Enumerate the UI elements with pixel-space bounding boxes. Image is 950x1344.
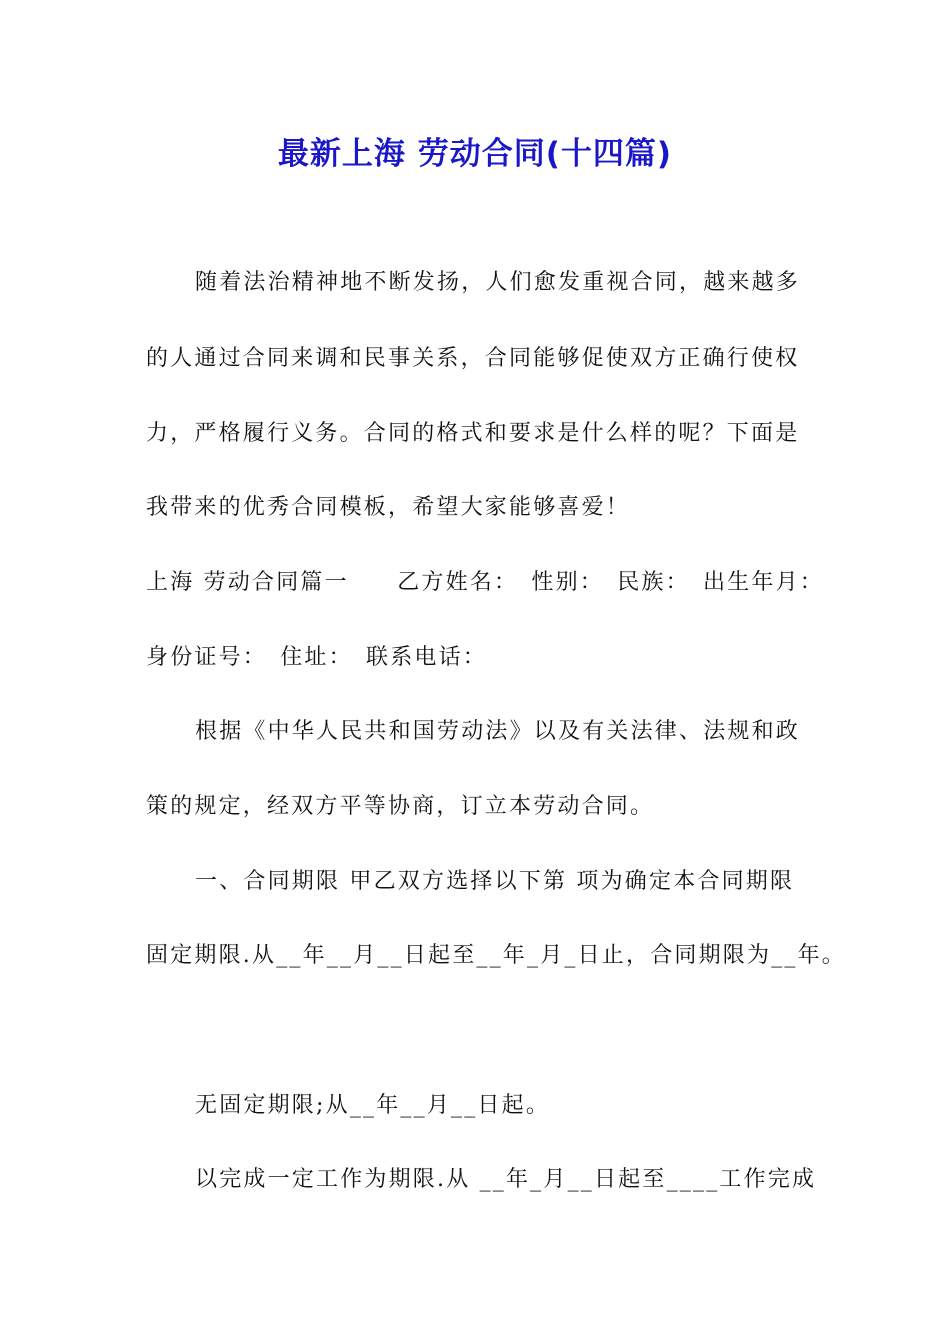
section-heading-line: 上海 劳动合同篇一 乙方姓名： 性别： 民族： 出生年月： [146, 570, 824, 595]
paragraph-line: 我带来的优秀合同模板，希望大家能够喜爱！ [146, 495, 631, 520]
paragraph-line: 力，严格履行义务。合同的格式和要求是什么样的呢？下面是 [146, 421, 800, 446]
paragraph-line: 无固定期限;从__年__月__日起。 [195, 1093, 551, 1118]
document-title: 最新上海 劳动合同(十四篇) [277, 136, 673, 172]
paragraph-line: 根据《中华人民共和国劳动法》以及有关法律、法规和政 [195, 719, 801, 744]
paragraph-line: 的人通过合同来调和民事关系，合同能够促使双方正确行使权 [146, 346, 800, 371]
paragraph-line: 以完成一定工作为期限.从 __年_月__日起至____工作完成 [195, 1167, 817, 1192]
paragraph-line: 随着法治精神地不断发扬，人们愈发重视合同，越来越多 [195, 270, 801, 295]
paragraph-line: 身份证号： 住址： 联系电话： [146, 645, 488, 670]
paragraph-line: 策的规定，经双方平等协商，订立本劳动合同。 [146, 794, 655, 819]
paragraph-line: 固定期限.从__年__月__日起至__年_月_日止，合同期限为__年。 [146, 943, 846, 968]
paragraph-line: 一、合同期限 甲乙双方选择以下第 项为确定本合同期限 [195, 869, 795, 894]
